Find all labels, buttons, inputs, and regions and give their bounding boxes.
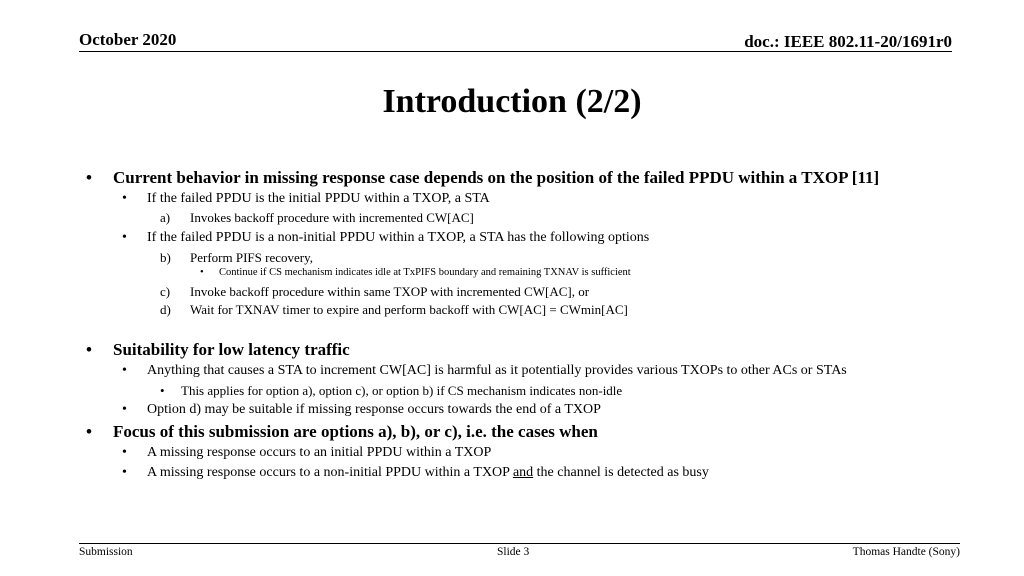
sub-sub-bullet-applies: This applies for option a), option c), or option b) if CS mechanism indicates non-idle bbox=[181, 383, 623, 398]
text-segment: the channel is detected as busy bbox=[533, 465, 709, 480]
bullet-marker: • bbox=[122, 465, 127, 480]
option-a-text: Invokes backoff procedure with incremented CW[AC] bbox=[190, 210, 474, 225]
sub-bullet-cw-increment: Anything that causes a STA to increment CW[AC] is harmful as it potentially provides various TXOPs to other ACs or STAs bbox=[147, 363, 847, 378]
footer-author: Thomas Handte (Sony) bbox=[852, 546, 960, 558]
bullet-marker: • bbox=[160, 383, 165, 398]
bullet-marker: • bbox=[122, 445, 127, 460]
bullet-marker: • bbox=[86, 422, 92, 441]
list-marker: d) bbox=[160, 302, 171, 317]
sub-bullet-non-initial-case bbox=[147, 465, 709, 481]
bullet-marker: • bbox=[122, 363, 127, 378]
list-marker: a) bbox=[160, 210, 171, 225]
bullet-marker: • bbox=[122, 191, 127, 206]
footer-divider bbox=[79, 543, 960, 544]
slide-title: Introduction (2/2) bbox=[382, 83, 642, 120]
header-date: October 2020 bbox=[79, 30, 177, 49]
list-marker: b) bbox=[160, 250, 171, 265]
underlined-word: and bbox=[512, 465, 534, 480]
bullet-current-behavior: Current behavior in missing response case depends on the position of the failed PPDU within a TXOP [11] bbox=[113, 168, 880, 187]
header-divider bbox=[79, 51, 952, 52]
bullet-suitability: Suitability for low latency traffic bbox=[113, 340, 350, 359]
bullet-marker: • bbox=[86, 168, 92, 187]
option-c-text: Invoke backoff procedure within same TXOP with incremented CW[AC], or bbox=[190, 284, 590, 299]
option-b-text: Perform PIFS recovery, bbox=[190, 250, 313, 265]
bullet-marker: • bbox=[200, 267, 204, 278]
bullet-focus: Focus of this submission are options a), b), or c), i.e. the cases when bbox=[113, 422, 598, 441]
bullet-marker: • bbox=[122, 402, 127, 417]
footer-submission: Submission bbox=[79, 546, 133, 558]
bullet-marker: • bbox=[122, 230, 127, 245]
option-d-text: Wait for TXNAV timer to expire and perform backoff with CW[AC] = CWmin[AC] bbox=[190, 302, 628, 317]
bullet-marker: • bbox=[86, 340, 92, 359]
sub-bullet-option-d: Option d) may be suitable if missing response occurs towards the end of a TXOP bbox=[147, 402, 601, 417]
sub-bullet-initial-ppdu: If the failed PPDU is the initial PPDU within a TXOP, a STA bbox=[147, 191, 490, 206]
header-doc-id: doc.: IEEE 802.11-20/1691r0 bbox=[744, 32, 952, 51]
sub-bullet-initial-case: A missing response occurs to an initial PPDU within a TXOP bbox=[147, 445, 492, 460]
text-segment: A missing response occurs to a non-initial PPDU within a TXOP bbox=[147, 465, 513, 480]
footer-slide-number: Slide 3 bbox=[497, 546, 530, 558]
list-marker: c) bbox=[160, 284, 171, 299]
option-b-detail: Continue if CS mechanism indicates idle at TxPIFS boundary and remaining TXNAV is sufficient bbox=[219, 267, 631, 278]
sub-bullet-non-initial-ppdu: If the failed PPDU is a non-initial PPDU within a TXOP, a STA has the following options bbox=[147, 230, 650, 245]
